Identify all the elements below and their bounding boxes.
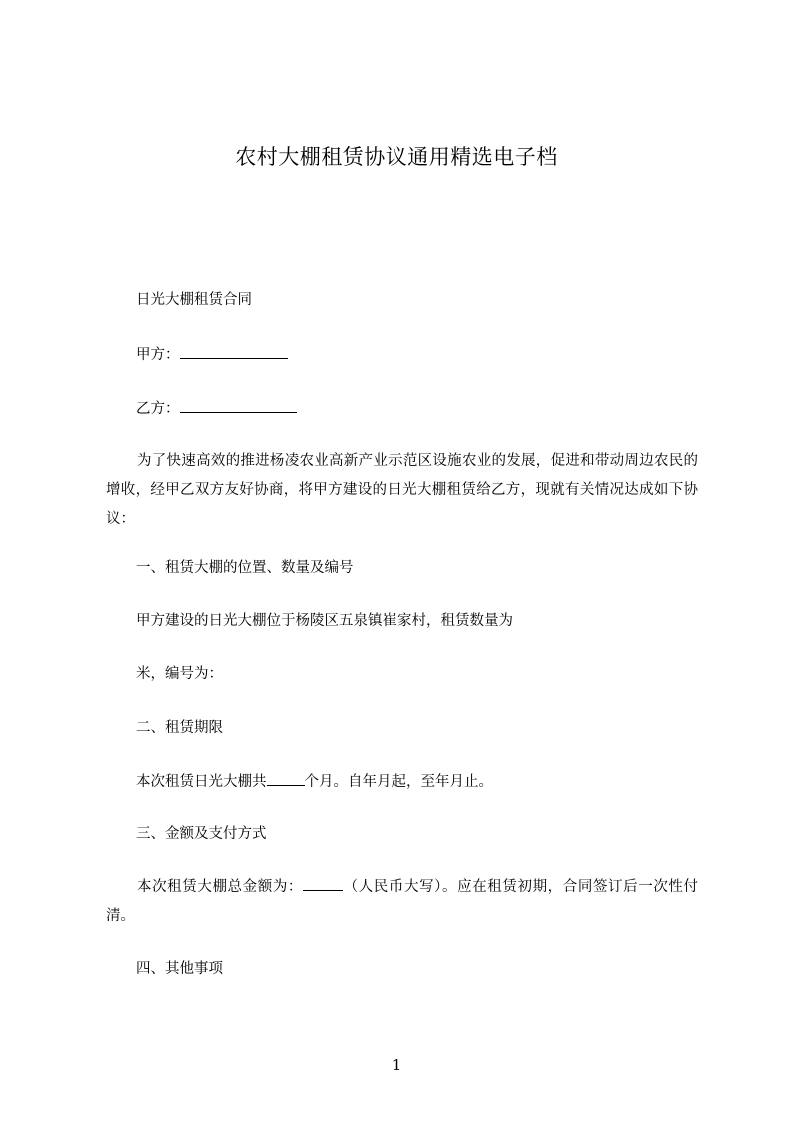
party-b-line xyxy=(136,398,297,419)
section2-heading: 二、租赁期限 xyxy=(136,720,223,736)
document-title: 农村大棚租赁协议通用精选电子档 xyxy=(235,145,558,169)
section1-line2: 米，编号为： xyxy=(136,666,223,682)
section2-text-after: 个月。自年月起，至年月止。 xyxy=(304,774,493,790)
intro-paragraph: 为了快速高效的推进杨凌农业高新产业示范区设施农业的发展，促进和带动周边农民的增收，经甲乙双方友好协商，将甲方建设的日光大棚租赁给乙方，现就有关情况达成如下协议： xyxy=(106,453,698,527)
party-a-blank xyxy=(180,344,288,359)
section3-text-before: 本次租赁大棚总金额为： xyxy=(137,879,304,895)
section2-line xyxy=(136,771,493,792)
party-a-line xyxy=(136,344,288,365)
contract-name: 日光大棚租赁合同 xyxy=(136,292,252,308)
amount-blank xyxy=(303,876,343,891)
month-count-blank xyxy=(267,771,305,786)
party-b-blank xyxy=(180,398,297,413)
section1-line1: 甲方建设的日光大棚位于杨陵区五泉镇崔家村，租赁数量为 xyxy=(136,613,513,629)
section1-heading: 一、租赁大棚的位置、数量及编号 xyxy=(136,560,354,576)
section3-paragraph xyxy=(106,873,698,931)
section3-text-after: （人民币大写）。应在租赁初期，合同签订后一次性付清。 xyxy=(106,879,699,924)
section4-heading: 四、其他事项 xyxy=(136,961,223,977)
section2-text-before: 本次租赁日光大棚共 xyxy=(136,774,267,790)
party-a-label: 甲方： xyxy=(136,347,180,363)
party-b-label: 乙方： xyxy=(136,401,180,417)
section3-heading: 三、金额及支付方式 xyxy=(136,826,267,842)
page-number: 1 xyxy=(391,1056,402,1074)
